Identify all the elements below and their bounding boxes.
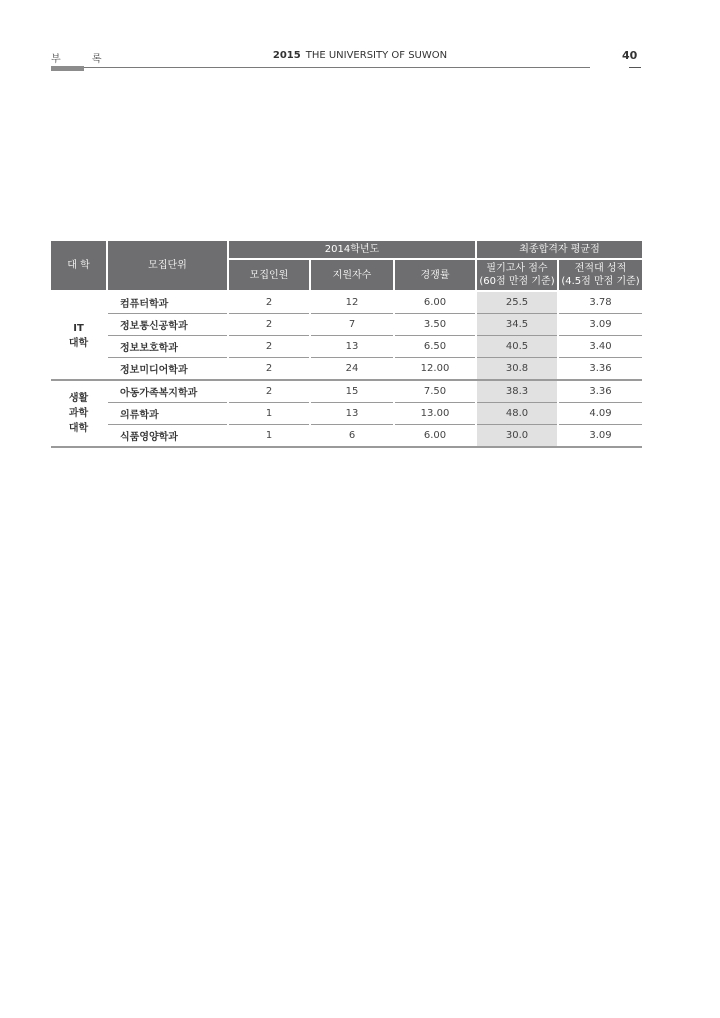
written-score-cell: 38.3 [476,380,558,403]
ratio-cell: 6.00 [394,291,476,314]
written-score-cell: 25.5 [476,291,558,314]
ratio-cell: 12.00 [394,358,476,381]
table-row [51,358,642,381]
college-cell-life-science [51,380,107,447]
col-header-year-group: 2014학년도 [228,240,476,259]
gpa-cell: 3.40 [558,336,642,358]
college-name-line: 대학 [68,423,89,434]
ratio-cell: 6.00 [394,425,476,448]
table-row [51,380,642,403]
header-rule [51,67,590,68]
col-header-written-line2: (60점 만점 기준) [479,276,555,287]
unit-cell: 아동가족복지학과 [107,380,228,403]
written-score-cell: 40.5 [476,336,558,358]
gpa-cell: 3.36 [558,380,642,403]
col-header-written [476,259,558,291]
ratio-cell: 6.50 [394,336,476,358]
table-row [51,425,642,448]
table-row [51,314,642,336]
recruit-cell: 1 [228,425,310,448]
col-header-applicants: 지원자수 [310,259,394,291]
gpa-cell: 3.09 [558,314,642,336]
recruit-cell: 2 [228,358,310,381]
page-number-underline [629,67,641,68]
college-name-line: 과학 [68,408,89,419]
applicants-cell: 6 [310,425,394,448]
gpa-cell: 3.36 [558,358,642,381]
running-title [0,50,720,61]
recruit-cell: 2 [228,336,310,358]
col-header-gpa-line2: (4.5점 만점 기준) [561,276,640,287]
table-row [51,336,642,358]
college-name-line: 대학 [68,337,89,349]
applicants-cell: 24 [310,358,394,381]
table-row [51,291,642,314]
section-label: 부 록 [51,54,116,65]
college-cell-it [51,291,107,380]
col-header-written-line1: 필기고사 점수 [486,263,548,274]
page-number: 40 [622,49,638,62]
ratio-cell: 13.00 [394,403,476,425]
college-name-line: 생활 [68,393,89,404]
col-header-recruit: 모집인원 [228,259,310,291]
unit-cell: 컴퓨터학과 [107,291,228,314]
recruit-cell: 2 [228,314,310,336]
applicants-cell: 15 [310,380,394,403]
ratio-cell: 7.50 [394,380,476,403]
written-score-cell: 30.8 [476,358,558,381]
gpa-cell: 3.09 [558,425,642,448]
unit-cell: 정보미디어학과 [107,358,228,381]
col-header-gpa-line1: 전적대 성적 [574,263,627,274]
col-header-ratio: 경쟁률 [394,259,476,291]
col-header-gpa [558,259,642,291]
col-header-average-group: 최종합격자 평균점 [476,240,642,259]
written-score-cell: 34.5 [476,314,558,336]
ratio-cell: 3.50 [394,314,476,336]
header-tab-marker [51,66,84,71]
applicants-cell: 12 [310,291,394,314]
unit-cell: 정보보호학과 [107,336,228,358]
unit-cell: 의류학과 [107,403,228,425]
written-score-cell: 30.0 [476,425,558,448]
col-header-unit: 모집단위 [107,240,228,291]
gpa-cell: 4.09 [558,403,642,425]
table-row [51,403,642,425]
unit-cell: 식품영양학과 [107,425,228,448]
applicants-cell: 13 [310,403,394,425]
applicants-cell: 13 [310,336,394,358]
running-title-university: THE UNIVERSITY OF SUWON [305,50,448,61]
col-header-college: 대 학 [51,240,107,291]
running-title-year: 2015 [272,50,301,61]
admission-results-table [51,239,642,448]
college-name-line: IT [73,322,84,334]
applicants-cell: 7 [310,314,394,336]
recruit-cell: 1 [228,403,310,425]
recruit-cell: 2 [228,291,310,314]
written-score-cell: 48.0 [476,403,558,425]
recruit-cell: 2 [228,380,310,403]
gpa-cell: 3.78 [558,291,642,314]
unit-cell: 정보통신공학과 [107,314,228,336]
